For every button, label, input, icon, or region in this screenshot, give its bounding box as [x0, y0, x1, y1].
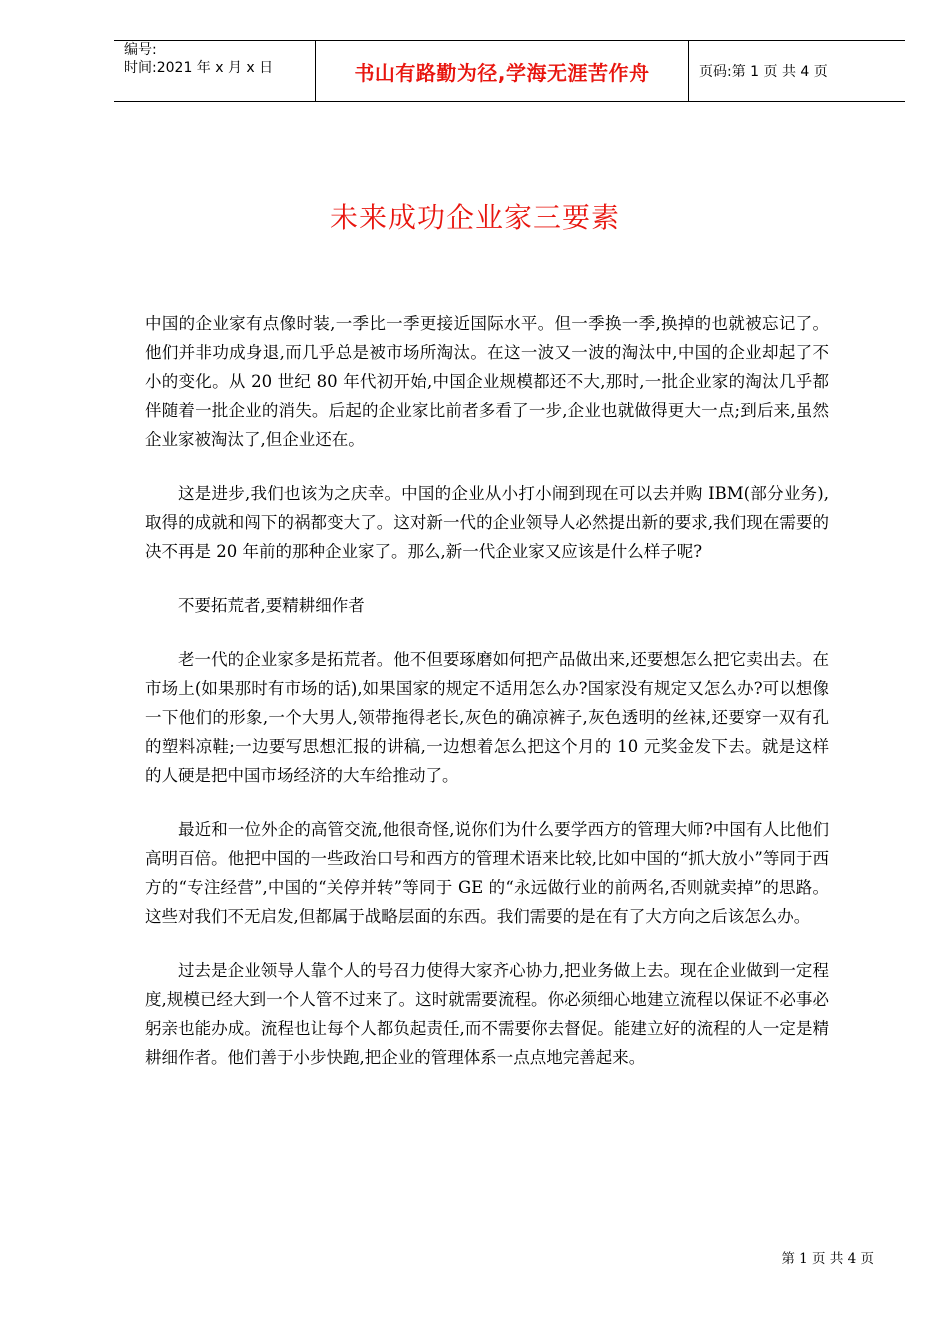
section-heading: 不要拓荒者,要精耕细作者: [178, 596, 365, 615]
paragraph-5: 过去是企业领导人靠个人的号召力使得大家齐心协力,把业务做上去。现在企业做到一定程度,规模已经大到一个人管不过来了。这时就需要流程。你必须细心地建立流程以保证不必事必躬亲也能办成。流程也让每个人都负起责任,而不需要你去督促。能建立好的流程的人一定是精耕细作者。他们善于小步快跑,把企业的管理体系一点点地完善起来。: [145, 961, 829, 1067]
document-time-label: 时间:2021 年 x 月 x 日: [124, 60, 274, 76]
paragraph-4: 最近和一位外企的高管交流,他很奇怪,说你们为什么要学西方的管理大师?中国有人比他们高明百倍。他把中国的一些政治口号和西方的管理术语来比较,比如中国的“抓大放小”等同于西方的“专注经营”,中国的“关停并转”等同于 GE 的“永远做行业的前两名,否则就卖掉”的思路。这些对我们不无启发,但都属于战略层面的东西。我们需要的是在有了大方向之后该怎么办。: [145, 820, 829, 926]
paragraph-1: 中国的企业家有点像时装,一季比一季更接近国际水平。但一季换一季,换掉的也就被忘记了。他们并非功成身退,而几乎总是被市场所淘汰。在这一波又一波的淘汰中,中国的企业却起了不小的变化。从 20 世纪 80 年代初开始,中国企业规模都还不大,那时,一批企业家的淘汰几乎都伴随着一批企业的消失。后起的企业家比前者多看了一步,企业也就做得更大一点;到后来,虽然企业家被淘汰了,但企业还在。: [145, 314, 829, 449]
page-header: [114, 40, 905, 102]
header-motto: 书山有路勤为径,学海无涯苦作舟: [316, 41, 689, 101]
header-meta-cell: [114, 41, 316, 101]
paragraph-2: 这是进步,我们也该为之庆幸。中国的企业从小打小闹到现在可以去并购 IBM(部分业务),取得的成就和闯下的祸都变大了。这对新一代的企业领导人必然提出新的要求,我们现在需要的决不再是 20 年前的那种企业家了。那么,新一代企业家又应该是什么样子呢?: [145, 484, 829, 561]
document-body: [145, 309, 829, 1097]
paragraph-3: 老一代的企业家多是拓荒者。他不但要琢磨如何把产品做出来,还要想怎么把它卖出去。在市场上(如果那时有市场的话),如果国家的规定不适用怎么办?国家没有规定又怎么办?可以想像一下他们的形象,一个大男人,领带拖得老长,灰色的确凉裤子,灰色透明的丝袜,还要穿一双有孔的塑料凉鞋;一边要写思想汇报的讲稿,一边想着怎么把这个月的 10 元奖金发下去。就是这样的人硬是把中国市场经济的大车给推动了。: [145, 650, 829, 785]
page-footer: 第 1 页 共 4 页: [781, 1251, 874, 1267]
document-number-label: 编号:: [124, 42, 157, 58]
document-title: 未来成功企业家三要素: [329, 201, 620, 234]
header-page-info: 页码:第 1 页 共 4 页: [699, 64, 828, 80]
